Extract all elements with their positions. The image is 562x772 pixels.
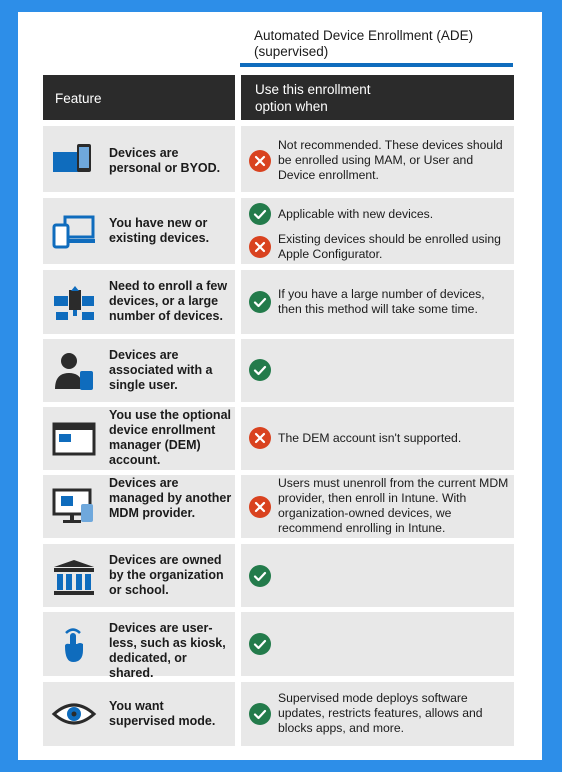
feature-cell xyxy=(43,270,235,334)
mdm-monitor-icon xyxy=(51,486,97,526)
option-cell xyxy=(241,682,514,746)
column-title: Automated Device Enrollment (ADE) (supervised) xyxy=(254,28,474,59)
applicable-icon xyxy=(249,565,271,587)
feature-label: Devices are owned by the organization or school. xyxy=(109,553,224,597)
option-item xyxy=(249,565,511,587)
feature-cell xyxy=(43,407,235,470)
table-row xyxy=(43,198,514,264)
not-recommended-icon xyxy=(249,150,271,172)
user-device-icon xyxy=(51,351,97,391)
option-cell xyxy=(241,407,514,470)
option-item xyxy=(249,138,511,183)
option-cell xyxy=(241,612,514,676)
option-item xyxy=(249,476,511,536)
applicable-icon xyxy=(249,633,271,655)
organization-building-icon xyxy=(51,557,97,597)
option-header: Use this enrollment option when xyxy=(241,75,514,120)
dem-window-icon xyxy=(51,419,97,459)
option-cell xyxy=(241,339,514,402)
feature-cell xyxy=(43,544,235,607)
bulk-enroll-icon xyxy=(51,282,97,322)
feature-cell xyxy=(43,198,235,264)
feature-label: Devices are user-less, such as kiosk, dedicated, or shared. xyxy=(109,621,226,680)
feature-cell xyxy=(43,475,235,538)
option-cell xyxy=(241,270,514,334)
feature-label: Devices are associated with a single user. xyxy=(109,348,213,392)
option-cell xyxy=(241,126,514,192)
feature-label: You want supervised mode. xyxy=(109,699,216,728)
option-item xyxy=(249,427,511,449)
touch-hand-icon xyxy=(51,624,97,664)
option-text: The DEM account isn't supported. xyxy=(278,431,462,445)
applicable-icon xyxy=(249,703,271,725)
feature-label: Devices are managed by another MDM provider. xyxy=(109,476,232,520)
not-recommended-icon xyxy=(249,496,271,518)
feature-label: You have new or existing devices. xyxy=(109,216,210,245)
option-text: Users must unenroll from the current MDM provider, then enroll in Intune. With organization-owned devices, we recommend enrolling in Intune. xyxy=(278,476,509,535)
table-row xyxy=(43,407,514,470)
applicable-icon xyxy=(249,359,271,381)
feature-label: Need to enroll a few devices, or a large number of devices. xyxy=(109,279,228,323)
table-row xyxy=(43,544,514,607)
table-row xyxy=(43,126,514,192)
option-item xyxy=(249,232,511,262)
not-recommended-icon xyxy=(249,236,271,258)
option-text: Supervised mode deploys software updates, restricts features, allows and blocks apps, and more. xyxy=(278,691,483,735)
feature-header: Feature xyxy=(43,75,235,120)
table-row xyxy=(43,475,514,538)
option-text: Applicable with new devices. xyxy=(278,207,434,221)
table-row xyxy=(43,339,514,402)
feature-label: Devices are personal or BYOD. xyxy=(109,146,221,175)
applicable-icon xyxy=(249,291,271,313)
feature-cell xyxy=(43,126,235,192)
supervised-eye-icon xyxy=(51,694,97,734)
option-text: Not recommended. These devices should be enrolled using MAM, or User and Device enrollment. xyxy=(278,138,503,182)
feature-cell xyxy=(43,612,235,680)
not-recommended-icon xyxy=(249,427,271,449)
table-row xyxy=(43,612,514,680)
option-item xyxy=(249,359,511,381)
feature-label: You use the optional device enrollment manager (DEM) account. xyxy=(109,408,231,467)
option-text: Existing devices should be enrolled using Apple Configurator. xyxy=(278,232,501,261)
option-item xyxy=(249,691,511,737)
option-cell xyxy=(241,475,514,538)
option-cell xyxy=(241,544,514,607)
option-cell xyxy=(241,198,514,264)
applicable-icon xyxy=(249,203,271,225)
option-item xyxy=(249,287,511,317)
table-row xyxy=(43,682,514,746)
personal-devices-icon xyxy=(51,140,97,180)
column-title-underline xyxy=(240,63,513,67)
feature-cell xyxy=(43,339,235,402)
feature-cell xyxy=(43,682,235,746)
option-text: If you have a large number of devices, then this method will take some time. xyxy=(278,287,485,316)
table-row xyxy=(43,270,514,334)
option-item xyxy=(249,203,511,225)
laptop-tablet-icon xyxy=(51,211,97,251)
option-item xyxy=(249,633,511,655)
